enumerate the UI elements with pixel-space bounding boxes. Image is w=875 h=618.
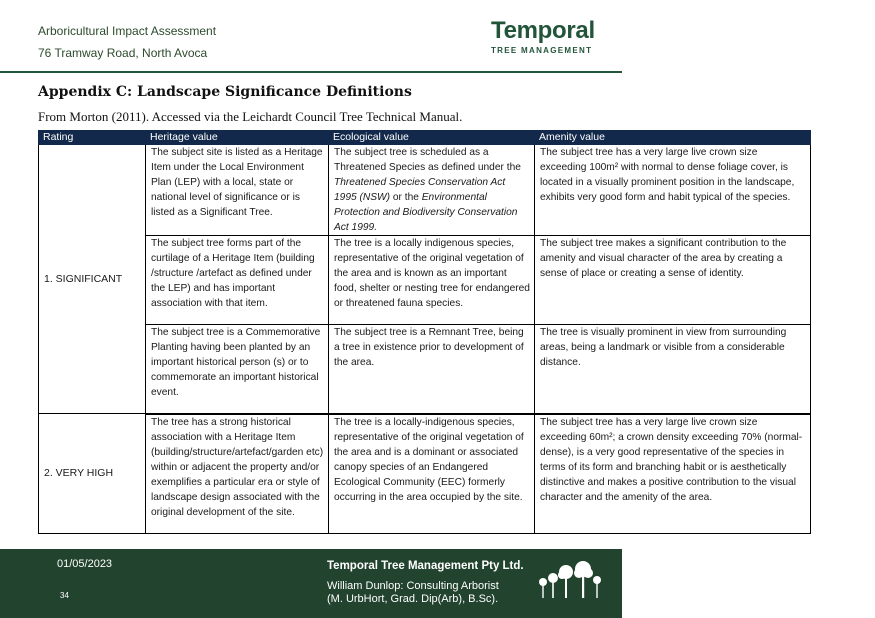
ecological-cell: The tree is a locally indigenous species, representative of the original vegetation of the area and is known as an important food, shelter or nesting tree for endangered or threatened fauna species. [329, 236, 535, 325]
table-row [39, 414, 811, 534]
ecological-cell [329, 145, 535, 236]
ecological-cell: The tree is a locally-indigenous species, representative of the original vegetation of the area and is a dominant or associated canopy species of an Endangered Ecological Community (EEC) formerly occurring in the area occupied by the site. [329, 414, 535, 534]
amenity-cell: The subject tree makes a significant contribution to the amenity and visual character of the area by creating a sense of place or creating a sense of identity. [535, 236, 811, 325]
table-row [39, 145, 811, 236]
footer-date: 01/05/2023 [57, 558, 113, 570]
page-number: 34 [60, 591, 69, 600]
company-logo [491, 18, 601, 55]
heritage-cell: The subject site is listed as a Heritage Item under the Local Environment Plan (LEP) with a local, state or national level of significance or is listed as a Significant Tree. [146, 145, 329, 236]
document-title: Arboricultural Impact Assessment [38, 24, 217, 38]
rating-cell-very-high: 2. VERY HIGH [39, 414, 146, 534]
amenity-cell: The subject tree has a very large live crown size exceeding 60m²; a crown density exceeding 70% (normal-dense), is a very good representative of the species in terms of its form and branching habit or is aesthetically distinctive and makes a positive contribution to the visual character and the amenity of the area. [535, 414, 811, 534]
amenity-cell: The subject tree has a very large live crown size exceeding 100m² with normal to dense foliage cover, is located in a visually prominent position in the landscape, exhibits very good form and habit typical of the species. [535, 145, 811, 236]
table-row [39, 325, 811, 414]
col-header-ecological: Ecological value [329, 131, 535, 145]
logo-tagline: TREE MANAGEMENT [491, 46, 593, 55]
legislation-ref: Environmental Protection and Biodiversity Conservation Act 1999. [334, 192, 518, 233]
site-address: 76 Tramway Road, North Avoca [38, 46, 208, 60]
footer-qualifications: (M. UrbHort, Grad. Dip(Arb), B.Sc). [327, 593, 499, 605]
ecological-text: The subject tree is scheduled as a Threatened Species as defined under the [334, 147, 521, 173]
table-row [39, 236, 811, 325]
heritage-cell: The subject tree forms part of the curtilage of a Heritage Item (building /structure /artefact as defined under the LEP) and has important association with that item. [146, 236, 329, 325]
footer-consultant: William Dunlop: Consulting Arborist [327, 580, 499, 592]
ecological-cell: The subject tree is a Remnant Tree, being a tree in existence prior to development of the area. [329, 325, 535, 414]
amenity-cell: The tree is visually prominent in view from surrounding areas, being a landmark or visible from a considerable distance. [535, 325, 811, 414]
page-title: Appendix C: Landscape Significance Definitions [38, 84, 412, 100]
col-header-amenity: Amenity value [535, 131, 811, 145]
legislation-ref: Threatened Species Conservation Act 1995 (NSW) [334, 177, 506, 203]
header-divider [0, 71, 622, 73]
col-header-heritage: Heritage value [146, 131, 329, 145]
footer-company: Temporal Tree Management Pty Ltd. [327, 560, 524, 572]
rating-cell-significant: 1. SIGNIFICANT [39, 145, 146, 414]
source-note: From Morton (2011). Accessed via the Leichardt Council Tree Technical Manual. [38, 109, 463, 124]
ecological-text: or the [390, 192, 422, 203]
significance-table [38, 130, 811, 534]
table-header-row [39, 131, 811, 145]
heritage-cell: The subject tree is a Commemorative Planting having been planted by an important historical person (s) or to commemorate an important historical event. [146, 325, 329, 414]
heritage-cell: The tree has a strong historical association with a Heritage Item (building/structure/artefact/garden etc) within or adjacent the property and/or exemplifies a particular era or style of landscape design associated with the original development of the site. [146, 414, 329, 534]
page-footer [0, 549, 622, 618]
logo-wordmark: Temporal [491, 17, 595, 44]
col-header-rating: Rating [39, 131, 146, 145]
trees-logo-icon [535, 558, 607, 602]
